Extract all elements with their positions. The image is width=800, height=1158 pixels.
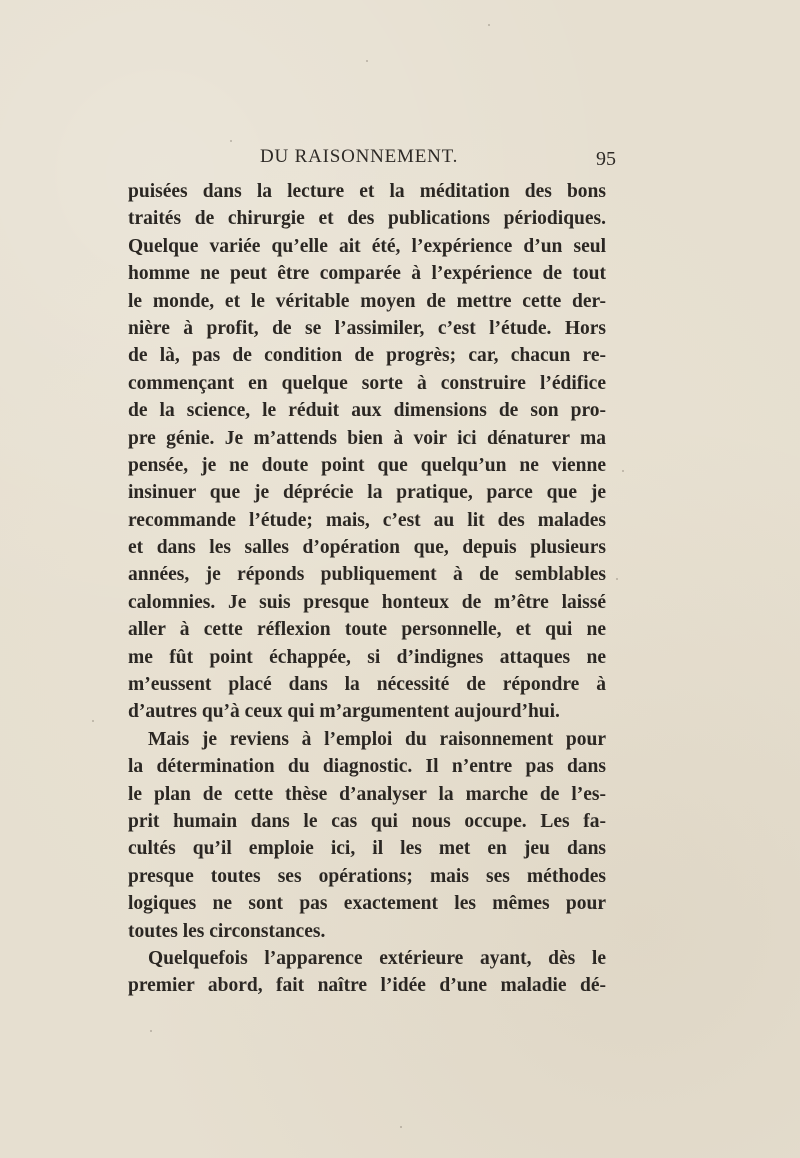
- text-line: insinuer que je déprécie la pratique, parce que je: [128, 482, 606, 504]
- running-head: [128, 146, 616, 174]
- text-line: le monde, et le véritable moyen de mettre cette der-: [128, 290, 606, 312]
- paper-speck: [622, 470, 624, 472]
- text-line: m’eussent placé dans la nécessité de répondre à: [128, 674, 606, 696]
- paper-speck: [366, 60, 368, 62]
- page-number: 95: [596, 148, 616, 170]
- running-title: DU RAISONNEMENT.: [260, 146, 459, 167]
- paragraph-start-line: Mais je reviens à l’emploi du raisonnement pour: [148, 728, 606, 750]
- text-line: de là, pas de condition de progrès; car, chacun re-: [128, 345, 606, 367]
- paper-speck: [150, 1030, 152, 1032]
- text-line: calomnies. Je suis presque honteux de m’être laissé: [128, 591, 606, 613]
- text-line: cultés qu’il emploie ici, il les met en jeu dans: [128, 838, 606, 860]
- text-line: me fût point échappée, si d’indignes attaques ne: [128, 646, 606, 668]
- paper-speck: [488, 24, 490, 26]
- text-line: aller à cette réflexion toute personnelle, et qui ne: [128, 619, 606, 641]
- text-line: la détermination du diagnostic. Il n’entre pas dans: [128, 756, 606, 778]
- text-line: pensée, je ne doute point que quelqu’un ne vienne: [128, 454, 606, 476]
- text-line: de la science, le réduit aux dimensions de son pro-: [128, 400, 606, 422]
- paper-speck: [616, 578, 618, 580]
- text-line: presque toutes ses opérations; mais ses méthodes: [128, 865, 606, 887]
- text-line: le plan de cette thèse d’analyser la marche de l’es-: [128, 783, 606, 805]
- text-line: recommande l’étude; mais, c’est au lit des malades: [128, 509, 606, 531]
- text-line: puisées dans la lecture et la méditation des bons: [128, 181, 606, 202]
- text-line: logiques ne sont pas exactement les mêmes pour: [128, 893, 606, 915]
- text-line: d’autres qu’à ceux qui m’argumentent aujourd’hui.: [128, 701, 560, 723]
- text-line: Quelque variée qu’elle ait été, l’expérience d’un seul: [128, 235, 606, 257]
- paper-speck: [400, 1126, 402, 1128]
- text-line: prit humain dans le cas qui nous occupe. Les fa-: [128, 810, 606, 832]
- text-line: traités de chirurgie et des publications périodiques.: [128, 208, 606, 230]
- paper-speck: [92, 720, 94, 722]
- text-line: homme ne peut être comparée à l’expérience de tout: [128, 263, 606, 285]
- text-line: commençant en quelque sorte à construire l’édifice: [128, 372, 606, 394]
- paragraph-start-line: Quelquefois l’apparence extérieure ayant, dès le: [148, 947, 606, 969]
- text-line: et dans les salles d’opération que, depuis plusieurs: [128, 537, 606, 559]
- text-line: toutes les circonstances.: [128, 920, 326, 942]
- text-line: pre génie. Je m’attends bien à voir ici dénaturer ma: [128, 427, 606, 449]
- text-line: nière à profit, de se l’assimiler, c’est l’étude. Hors: [128, 317, 606, 339]
- text-line: années, je réponds publiquement à de semblables: [128, 564, 606, 586]
- text-line: premier abord, fait naître l’idée d’une maladie dé-: [128, 975, 606, 997]
- body-text: [128, 178, 606, 1000]
- paper-speck: [230, 140, 232, 142]
